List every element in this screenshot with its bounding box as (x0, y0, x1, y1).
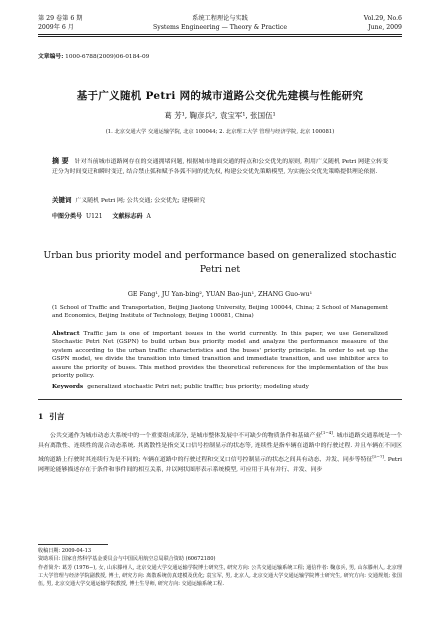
header-rule-thick (38, 34, 402, 35)
article-number-value: 1000-6788(2009)06-0184-09 (65, 54, 150, 60)
keywords-zh-label: 关键词 (52, 196, 72, 204)
abstract-en-label: Abstract (52, 331, 80, 337)
journal-date-en: June, 2009 (368, 24, 402, 31)
article-number (38, 51, 149, 60)
clc-value: U121 (86, 213, 103, 220)
abstract-zh (52, 156, 388, 177)
body-paragraph (38, 428, 402, 476)
section-title: 引言 (49, 412, 65, 421)
abstract-en-text: Traffic jam is one of important issues in the world currently. In this paper, we use Generalized Stochastic Petri Net (GSPN) to build urban bus priority model and analyze the performance measure of the system according to the urban traffic characteristics and the buses' priority principle. In order to set up the GSPN model, we divide the transition into timed transition and immediate transition, and use inhibitor arcs to assure the priority of buses. This method provides the theoretical references for the implementation of the bus priority policy. (52, 331, 388, 380)
doc-value: A (146, 213, 151, 220)
abstract-zh-label: 摘 要 (52, 156, 69, 165)
running-header (38, 14, 402, 37)
affiliations-zh: (1. 北京交通大学 交通运输学院, 北京 100044; 2. 北京理工大学 管理与经济学院, 北京 100081) (105, 129, 335, 135)
footnote (38, 547, 402, 588)
section-divider (38, 399, 402, 400)
authors-zh: 葛 芳¹, 鞠彦兵², 袁宝军¹, 张国伍¹ (164, 111, 276, 120)
abstract-en (52, 330, 388, 380)
citation-2: [5−7] (372, 453, 384, 459)
header-rule-thin (38, 36, 402, 37)
keywords-zh-text: 广义随机 Petri 网; 公共交通; 公交优先; 建模研究 (75, 198, 206, 204)
footnote-received: 收稿日期: 2009-04-13 (38, 548, 92, 554)
keywords-en-label: Keywords (52, 384, 84, 390)
authors-en: GE Fang¹, JU Yan-bing², YUAN Bao-jun¹, ZHANG Guo-wu¹ (127, 291, 313, 298)
journal-issue-zh: 第 29 卷第 6 期 (38, 15, 83, 22)
body-text-2: . 城市道路交通系统是一个具有离散性、连续性的混合动态系统. 其离散性是指交叉口信号控制显示的状态等, 连续性是指车辆在道路中的行驶过程. 并且车辆在不同区域的道路上行驶时其连续行为是不同的; 车辆在道路中的行驶过程和交叉口信号控制显示的状态之间具有动态、并发、同步等特征 (38, 432, 402, 463)
journal-volume-en: Vol.29, No.6 (363, 15, 402, 22)
citation-1: [1−4] (321, 430, 333, 435)
doc-label: 文献标志码 (112, 213, 143, 220)
section-number: 1 (38, 412, 44, 421)
clc-label: 中图分类号 (52, 213, 83, 220)
header-row-1 (38, 14, 402, 23)
keywords-en (52, 384, 388, 390)
classification-row (52, 211, 388, 220)
keywords-zh (52, 195, 388, 204)
body-text-1: 公共交通作为城市动态大系统中的一个重要组成部分, 是城市整体发展中不可缺少的物质条件和基础产业 (50, 432, 322, 439)
keywords-en-text: generalized stochastic Petri net; public traffic; bus priority; modeling study (87, 384, 309, 390)
paper-title-zh: 基于广义随机 Petri 网的城市道路公交优先建模与性能研究 (76, 90, 364, 102)
journal-name-en: Systems Engineering — Theory & Practice (152, 24, 288, 31)
paper-title-en: Urban bus priority model and performance based on generalized stochastic Petri net (43, 250, 397, 275)
footnote-funding: 资助项目: 国家自然科学基金委员会与中国民用航空总局联合资助 (60672180) (38, 556, 216, 563)
footnote-bio: 作者简介: 葛芳 (1976−), 女, 山东滕州人, 北京交通大学交通运输学院博士研究生, 研究方向: 公共交通运输系统工程; 通信作者: 鞠彦兵, 男, 山东滕州人, 北京理工大学管理与经济学院副教授, 博士, 研究方向: 离散系统仿真建模及优化; 袁宝军, 男, 北京人, 北京交通大学交通运输学院博士研究生, 研究方向: 交通规划; 张国伍, 男, 北京交通大学交通运输学院教授, 博士生导师, 研究方向: 交通运输系统工程. (38, 564, 402, 588)
body-text-3: . Petri 网理论能够描述存在于条件和事件间的相互关系, 并以网状图形表示系统模型, 可应用于具有并行、并发、同步 (38, 456, 402, 474)
footnote-rule (38, 544, 108, 545)
header-row-2 (38, 23, 402, 32)
affiliations-en: (1 School of Traffic and Transportation, Beijing Jiaotong University, Beijing 100044, China; 2 School of Management and Economics, Beijing Institute of Technology, Beijing 100081, China) (52, 305, 388, 320)
article-number-label: 文章编号: (38, 54, 64, 60)
journal-name-zh: 系统工程理论与实践 (192, 15, 248, 22)
section-heading (38, 411, 70, 422)
doc-code (113, 211, 151, 220)
abstract-zh-text: 针对当前城市道路网存在的交通拥堵问题, 根据城市地面交通的特点和公交优先的原则, 利用广义随机 Petri 网建立转变迁分为时间变迁和瞬时变迁, 结合禁止弧和赋予各弧不同的优先权, 构建公交优先策略模型, 为实施公交优先策略提供理论依据. (52, 159, 388, 176)
clc-code (52, 211, 103, 220)
journal-date-zh: 2009年 6 月 (38, 24, 74, 31)
